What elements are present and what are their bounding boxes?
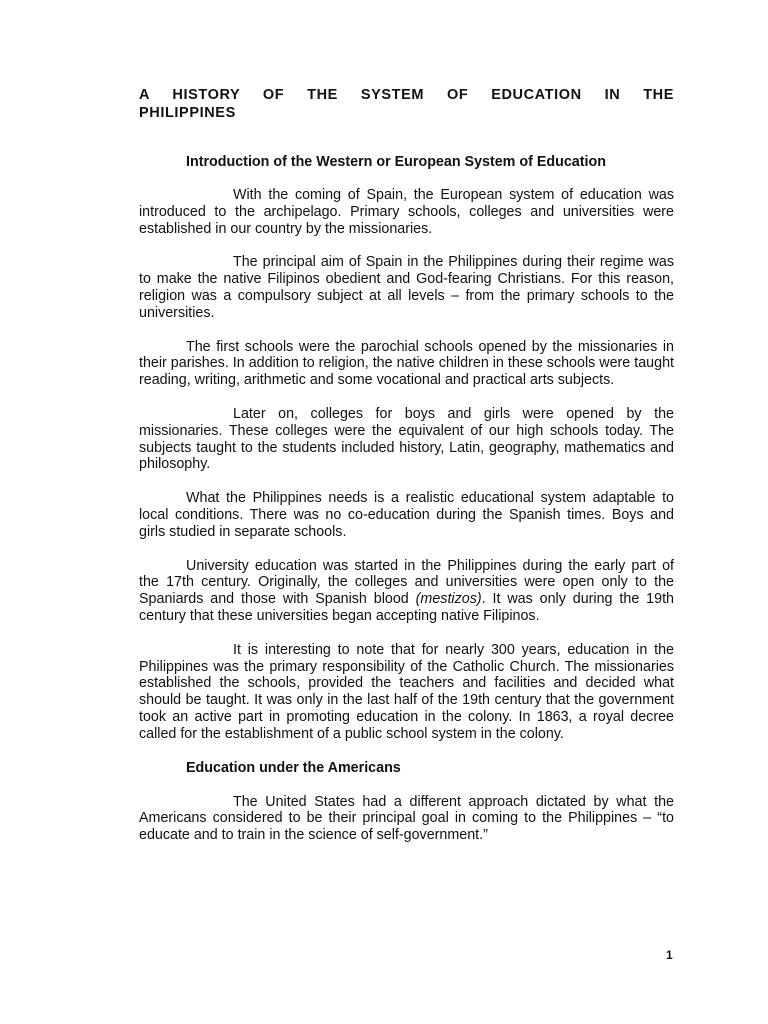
paragraph-2: The principal aim of Spain in the Philippines during their regime was to make the native Filipinos obedient and God-fearing Christians. For this reason, religion was a compulsory subject at all levels – from the primary schools to the universities. [139, 254, 674, 321]
paragraph-3: The first schools were the parochial schools opened by the missionaries in their parishes. In addition to religion, the native children in these schools were taught reading, writing, arithmetic and some vocational and practical arts subjects. [139, 338, 674, 389]
paragraph-6-text-b: . It was only during the 19th century that these universities began accepting native Filipinos. [139, 591, 675, 624]
section-heading-introduction: Introduction of the Western or European System of Education [186, 154, 606, 170]
paragraph-6-italic: (mestizos) [415, 591, 482, 608]
paragraph-1: With the coming of Spain, the European system of education was introduced to the archipelago. Primary schools, colleges and universities were established in our country by the missionaries. [139, 187, 674, 237]
section-heading-americans: Education under the Americans [186, 759, 401, 776]
paragraph-7: It is interesting to note that for nearly 300 years, education in the Philippines was the primary responsibility of the Catholic Church. The missionaries established the schools, provided the teachers and facilities and decided what should be taught. It was only in the last half of the 19th century that the government took an active part in promoting education in the colony. In 1863, a royal decree called for the establishment of a public school system in the colony. [139, 641, 674, 742]
page-number: 1 [666, 948, 673, 962]
document-title-line2: PHILIPPINES [139, 105, 236, 121]
document-title-line1: A HISTORY OF THE SYSTEM OF EDUCATION IN THE [139, 87, 674, 103]
paragraph-5: What the Philippines needs is a realistic educational system adaptable to local conditions. There was no co-education during the Spanish times. Boys and girls studied in separate schools. [139, 490, 674, 540]
paragraph-6 [139, 558, 674, 625]
paragraph-4: Later on, colleges for boys and girls were opened by the missionaries. These colleges were the equivalent of our high schools today. The subjects taught to the students included history, Latin, geography, mathematics and philosophy. [139, 405, 674, 473]
paragraph-8: The United States had a different approach dictated by what the Americans considered to be their principal goal in coming to the Philippines – “to educate and to train in the science of self-government.” [139, 793, 674, 844]
paragraph-6-text-a: University education was started in the Philippines during the early part of the 17th century. Originally, the colleges and universities were open only to the Spaniards and those with Spanish blood [139, 557, 674, 608]
document-content [139, 86, 674, 844]
document-title [139, 86, 674, 122]
